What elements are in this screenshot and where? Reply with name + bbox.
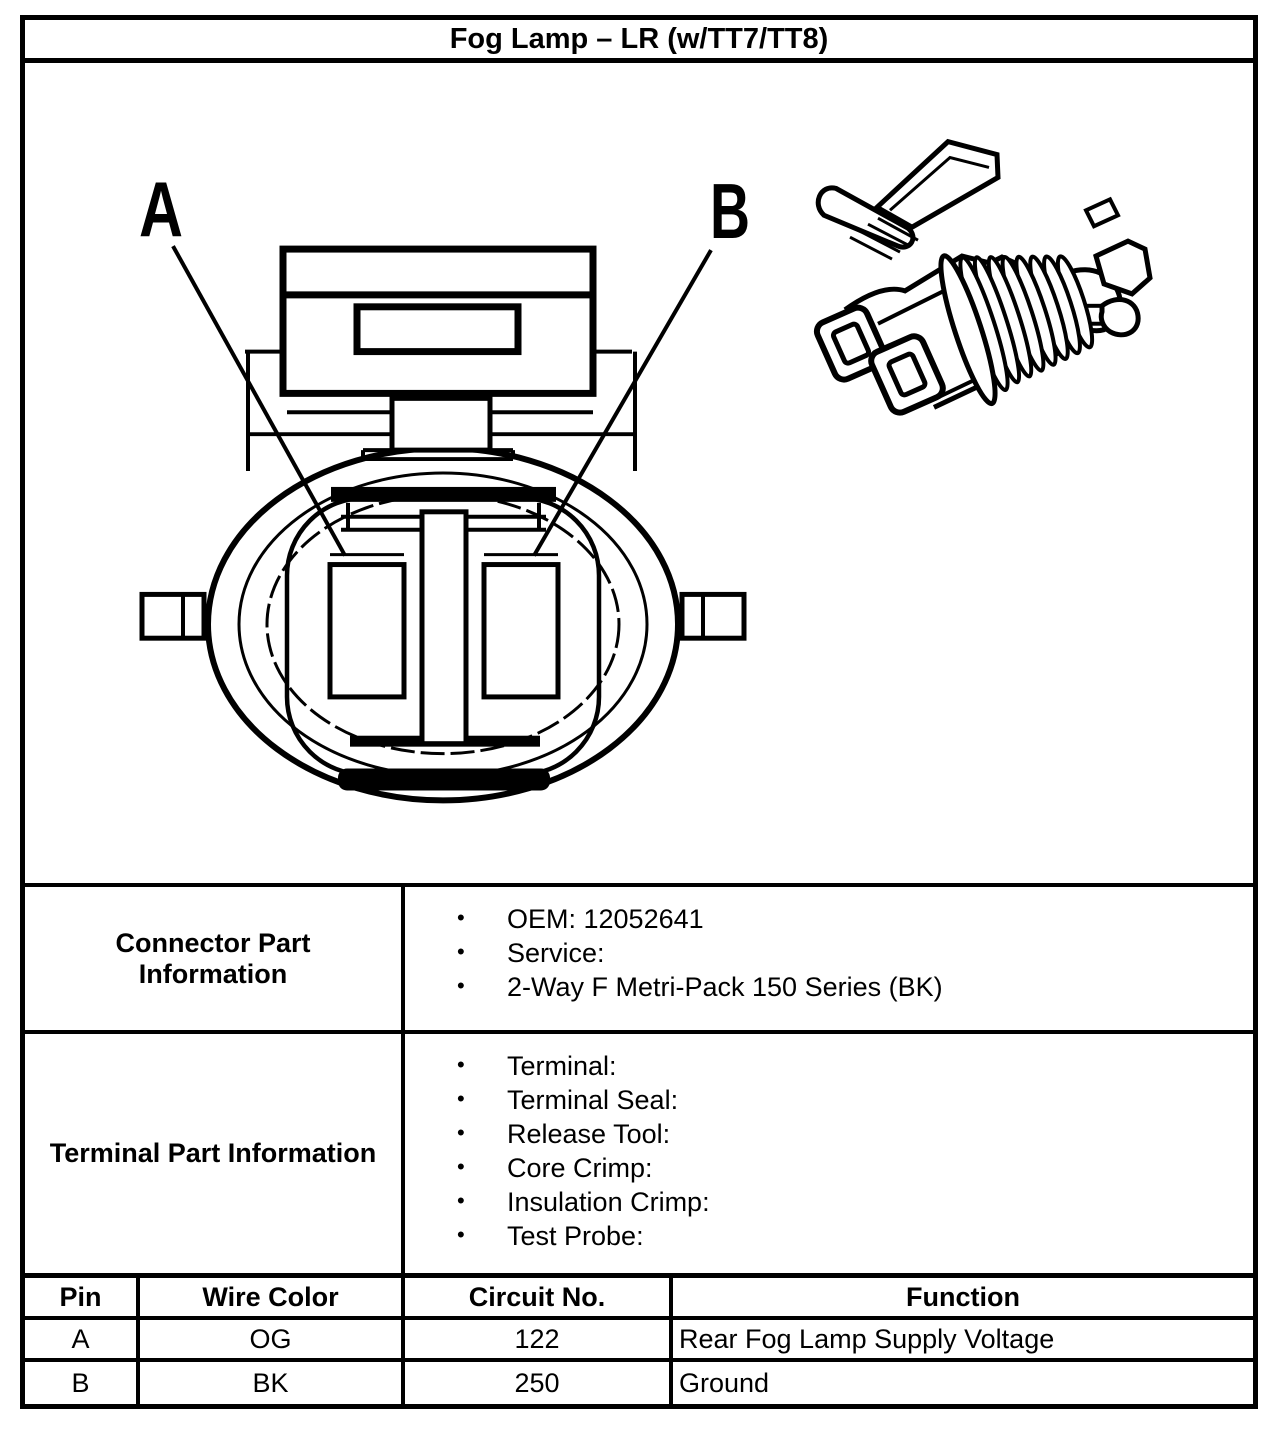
list-item-text: Service: — [507, 938, 605, 968]
pin-a-label: A — [138, 167, 183, 254]
header-circuit-no: Circuit No. — [405, 1278, 673, 1316]
list-item-text: 2-Way F Metri-Pack 150 Series (BK) — [507, 972, 943, 1002]
list-item — [457, 1049, 1243, 1083]
bullet-icon: • — [457, 973, 465, 998]
list-item-text: Release Tool: — [507, 1119, 671, 1149]
bullet-icon: • — [457, 905, 465, 930]
diagram-area — [25, 63, 1253, 887]
latch-tab — [392, 398, 490, 450]
page-title: Fog Lamp – LR (w/TT7/TT8) — [449, 22, 829, 55]
terminal-part-info-list — [405, 1034, 1253, 1273]
list-item — [457, 902, 1243, 936]
list-item-text: OEM: 12052641 — [507, 904, 704, 934]
list-item — [457, 1151, 1243, 1185]
latch-window — [357, 307, 518, 352]
bullet-icon: • — [457, 1222, 465, 1247]
list-item — [457, 970, 1243, 1004]
cell-circuit-no: 122 — [405, 1320, 673, 1358]
list-item-text: Terminal Seal: — [507, 1085, 679, 1115]
list-item-text: Insulation Crimp: — [507, 1187, 710, 1217]
connector-part-info-list — [405, 887, 1253, 1030]
index-key — [422, 512, 466, 744]
terminal-cavity-b — [484, 565, 558, 697]
cell-wire-color: OG — [140, 1320, 405, 1358]
terminal-cavity-a — [330, 565, 404, 697]
top-rail-bar — [331, 487, 556, 502]
bullet-icon: • — [457, 1086, 465, 1111]
cell-function: Ground — [679, 1367, 770, 1398]
pin-table — [25, 1278, 1253, 1404]
connector-diagram-svg — [25, 63, 1253, 883]
header-function: Function — [906, 1281, 1020, 1312]
terminal-part-info-row — [25, 1034, 1253, 1278]
cell-pin: A — [25, 1320, 140, 1358]
pin-table-header-row — [25, 1278, 1253, 1320]
connector-3d-view — [814, 142, 1150, 416]
bottom-seal-bar — [338, 769, 550, 791]
list-item — [457, 1185, 1243, 1219]
bullet-icon: • — [457, 1120, 465, 1145]
bullet-icon: • — [457, 1052, 465, 1077]
connector-latch — [245, 249, 635, 471]
terminal-part-info-heading: Terminal Part Information — [25, 1034, 405, 1273]
seal-ribs-3d — [932, 252, 1099, 408]
list-item-text: Core Crimp: — [507, 1153, 653, 1183]
cell-pin: B — [25, 1362, 140, 1404]
right-wing — [682, 594, 744, 638]
bullet-icon: • — [457, 939, 465, 964]
connector-part-info-row — [25, 887, 1253, 1034]
title-bar — [25, 20, 1253, 63]
pin-b-label: B — [710, 169, 750, 256]
list-item — [457, 936, 1243, 970]
cell-wire-color: BK — [140, 1362, 405, 1404]
bullet-icon: • — [457, 1188, 465, 1213]
connector-sheet — [20, 15, 1258, 1409]
list-item-text: Terminal: — [507, 1051, 617, 1081]
bullet-icon: • — [457, 1154, 465, 1179]
list-item — [457, 1083, 1243, 1117]
header-wire-color: Wire Color — [140, 1278, 405, 1316]
cell-function: Rear Fog Lamp Supply Voltage — [679, 1323, 1055, 1354]
table-row — [25, 1362, 1253, 1404]
list-item-text: Test Probe: — [507, 1221, 644, 1251]
connector-front-view — [139, 167, 750, 800]
table-row — [25, 1320, 1253, 1362]
list-item — [457, 1219, 1243, 1253]
list-item — [457, 1117, 1243, 1151]
connector-part-info-heading: Connector Part Information — [25, 887, 405, 1030]
cell-circuit-no: 250 — [405, 1362, 673, 1404]
left-wing — [142, 594, 204, 638]
header-pin: Pin — [25, 1278, 140, 1316]
latch-strap-3d — [877, 142, 998, 228]
